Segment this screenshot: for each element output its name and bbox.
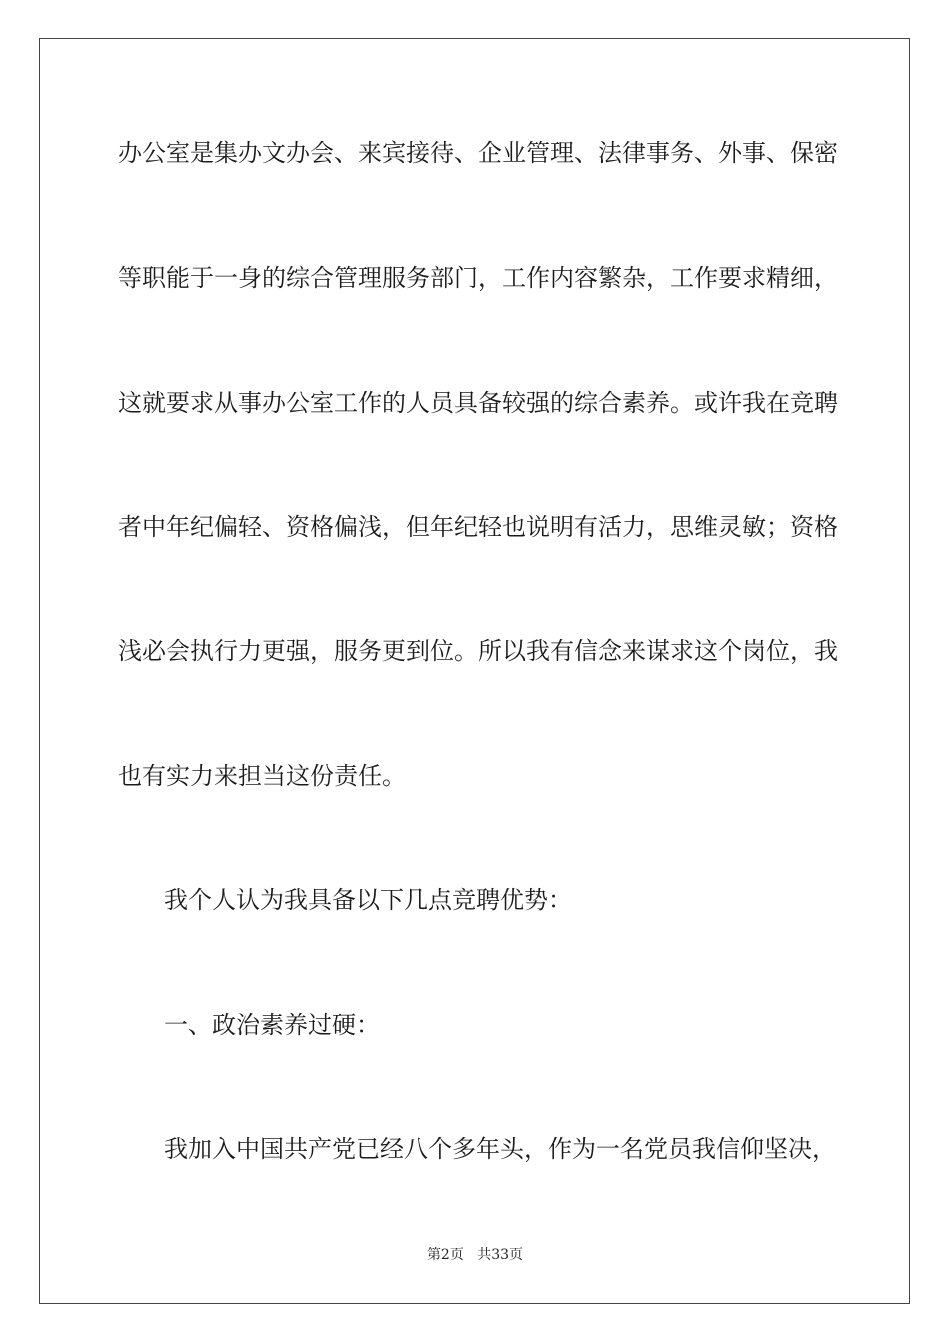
page-footer	[0, 1246, 950, 1264]
page-total: 共33页	[477, 1247, 524, 1263]
page-border	[39, 38, 910, 1304]
body-text-line-6: 也有实力来担当这份责任。	[118, 762, 406, 790]
page-number: 第2页	[426, 1247, 464, 1263]
body-text-line-4: 者中年纪偏轻、资格偏浅，但年纪轻也说明有活力，思维灵敏；资格	[118, 513, 838, 541]
paragraph-intro-line: 我个人认为我具备以下几点竞聘优势：	[164, 886, 572, 914]
body-text-line-1: 办公室是集办文办会、来宾接待、企业管理、法律事务、外事、保密	[118, 139, 838, 167]
body-text-line-2: 等职能于一身的综合管理服务部门，工作内容繁杂，工作要求精细，	[118, 264, 838, 292]
body-text-line-7: 我加入中国共产党已经八个多年头，作为一名党员我信仰坚决，	[164, 1135, 836, 1163]
body-text-line-3: 这就要求从事办公室工作的人员具备较强的综合素养。或许我在竞聘	[118, 389, 838, 417]
body-text-line-5: 浅必会执行力更强，服务更到位。所以我有信念来谋求这个岗位，我	[118, 637, 838, 665]
section-heading-1: 一、政治素养过硬：	[164, 1011, 380, 1039]
